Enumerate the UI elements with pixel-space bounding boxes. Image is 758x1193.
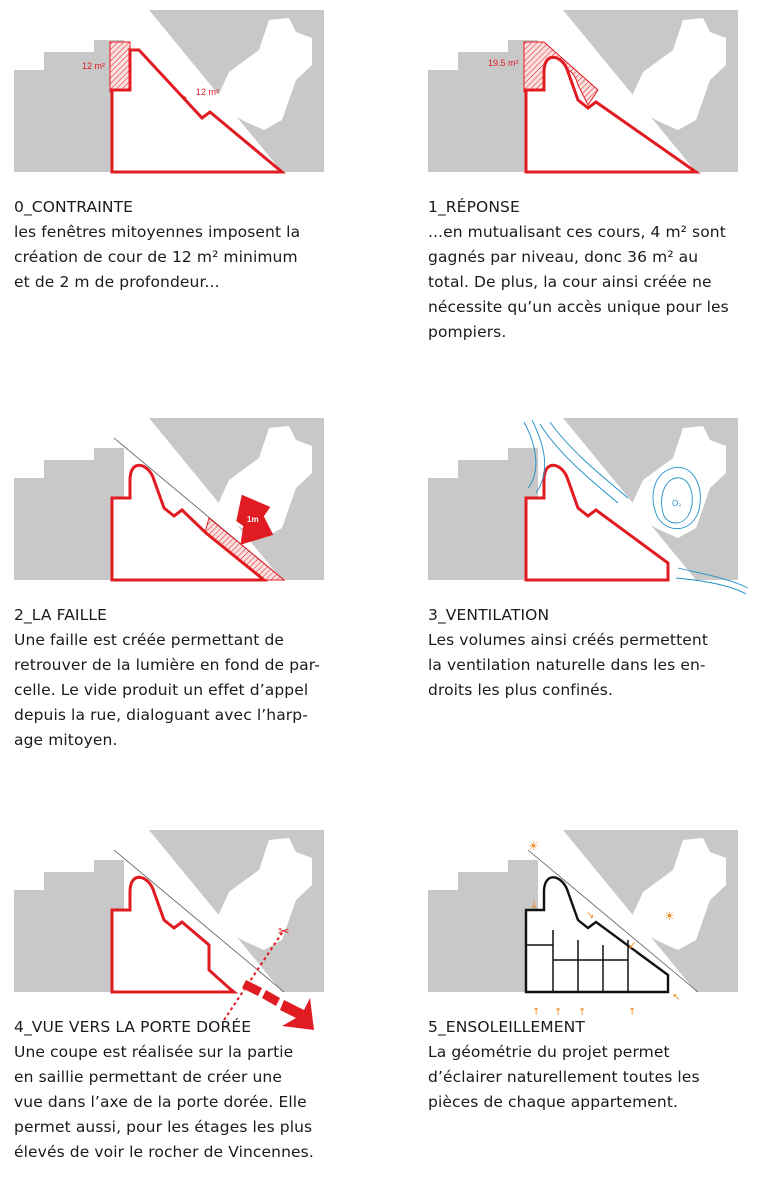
svg-text:↓: ↓ (530, 900, 539, 911)
svg-text:↑: ↑ (532, 1007, 541, 1018)
label-area-1: 12 m² (82, 61, 106, 71)
panel-body: ...en mutualisant ces cours, 4 m² sont gagnés par niveau, donc 36 m² au total. De plus, la cour ainsi créée ne nécessite qu’un accès unique pour les pompiers. (428, 223, 729, 341)
panel-body: Une faille est créée permettant de retrouver de la lumière en fond de par- celle. Le vide produit un effet d’appel depuis la rue, dialoguant avec l’harp- age mitoyen. (14, 631, 320, 749)
svg-text:↘: ↘ (586, 910, 595, 921)
svg-text:↖: ↖ (672, 992, 681, 1003)
diagram-vue (14, 830, 344, 995)
panel-contrainte (14, 10, 344, 295)
panel-title: 0_CONTRAINTE (14, 198, 134, 216)
panel-body: Les volumes ainsi créés permettent la ventilation naturelle dans les en- droits les plus confinés. (428, 631, 708, 699)
diagram-ventilation (428, 418, 758, 583)
panel-vue (14, 830, 344, 1165)
panel-title: 1_RÉPONSE (428, 198, 520, 216)
svg-text:↑: ↑ (554, 1007, 563, 1018)
panel-ventilation (428, 418, 758, 703)
svg-text:↑: ↑ (628, 1007, 637, 1018)
panel-title: 4_VUE VERS LA PORTE DORÉE (14, 1018, 252, 1036)
panel-faille (14, 418, 344, 753)
label-gap: 1m (247, 515, 259, 524)
label-area-2: 12 m² (196, 87, 220, 97)
panel-title: 3_VENTILATION (428, 606, 550, 624)
svg-text:☀: ☀ (664, 909, 675, 923)
panel-body: La géométrie du projet permet d’éclairer naturellement toutes les pièces de chaque appartement. (428, 1043, 700, 1111)
svg-text:↑: ↑ (578, 1007, 587, 1018)
label-oxygen: O₂ (672, 499, 682, 508)
panel-ensoleillement (428, 830, 758, 1115)
panel-body: Une coupe est réalisée sur la partie en saillie permettant de créer une vue dans l’axe de la porte dorée. Elle permet aussi, pour les étages les plus élevés de voir le rocher de Vincennes. (14, 1043, 314, 1161)
diagram-reponse (428, 10, 758, 175)
panel-title: 5_ENSOLEILLEMENT (428, 1018, 585, 1036)
diagram-contrainte (14, 10, 344, 175)
panel-reponse (428, 10, 758, 345)
panel-body: les fenêtres mitoyennes imposent la création de cour de 12 m² minimum et de 2 m de profondeur... (14, 223, 301, 291)
label-area: 19.5 m² (488, 58, 519, 68)
scissors-icon: ✂ (278, 924, 290, 940)
svg-text:☀: ☀ (528, 839, 539, 853)
svg-text:↙: ↙ (628, 940, 637, 951)
panel-title: 2_LA FAILLE (14, 606, 107, 624)
diagram-faille (14, 418, 344, 583)
diagram-ensoleillement (428, 830, 758, 1018)
